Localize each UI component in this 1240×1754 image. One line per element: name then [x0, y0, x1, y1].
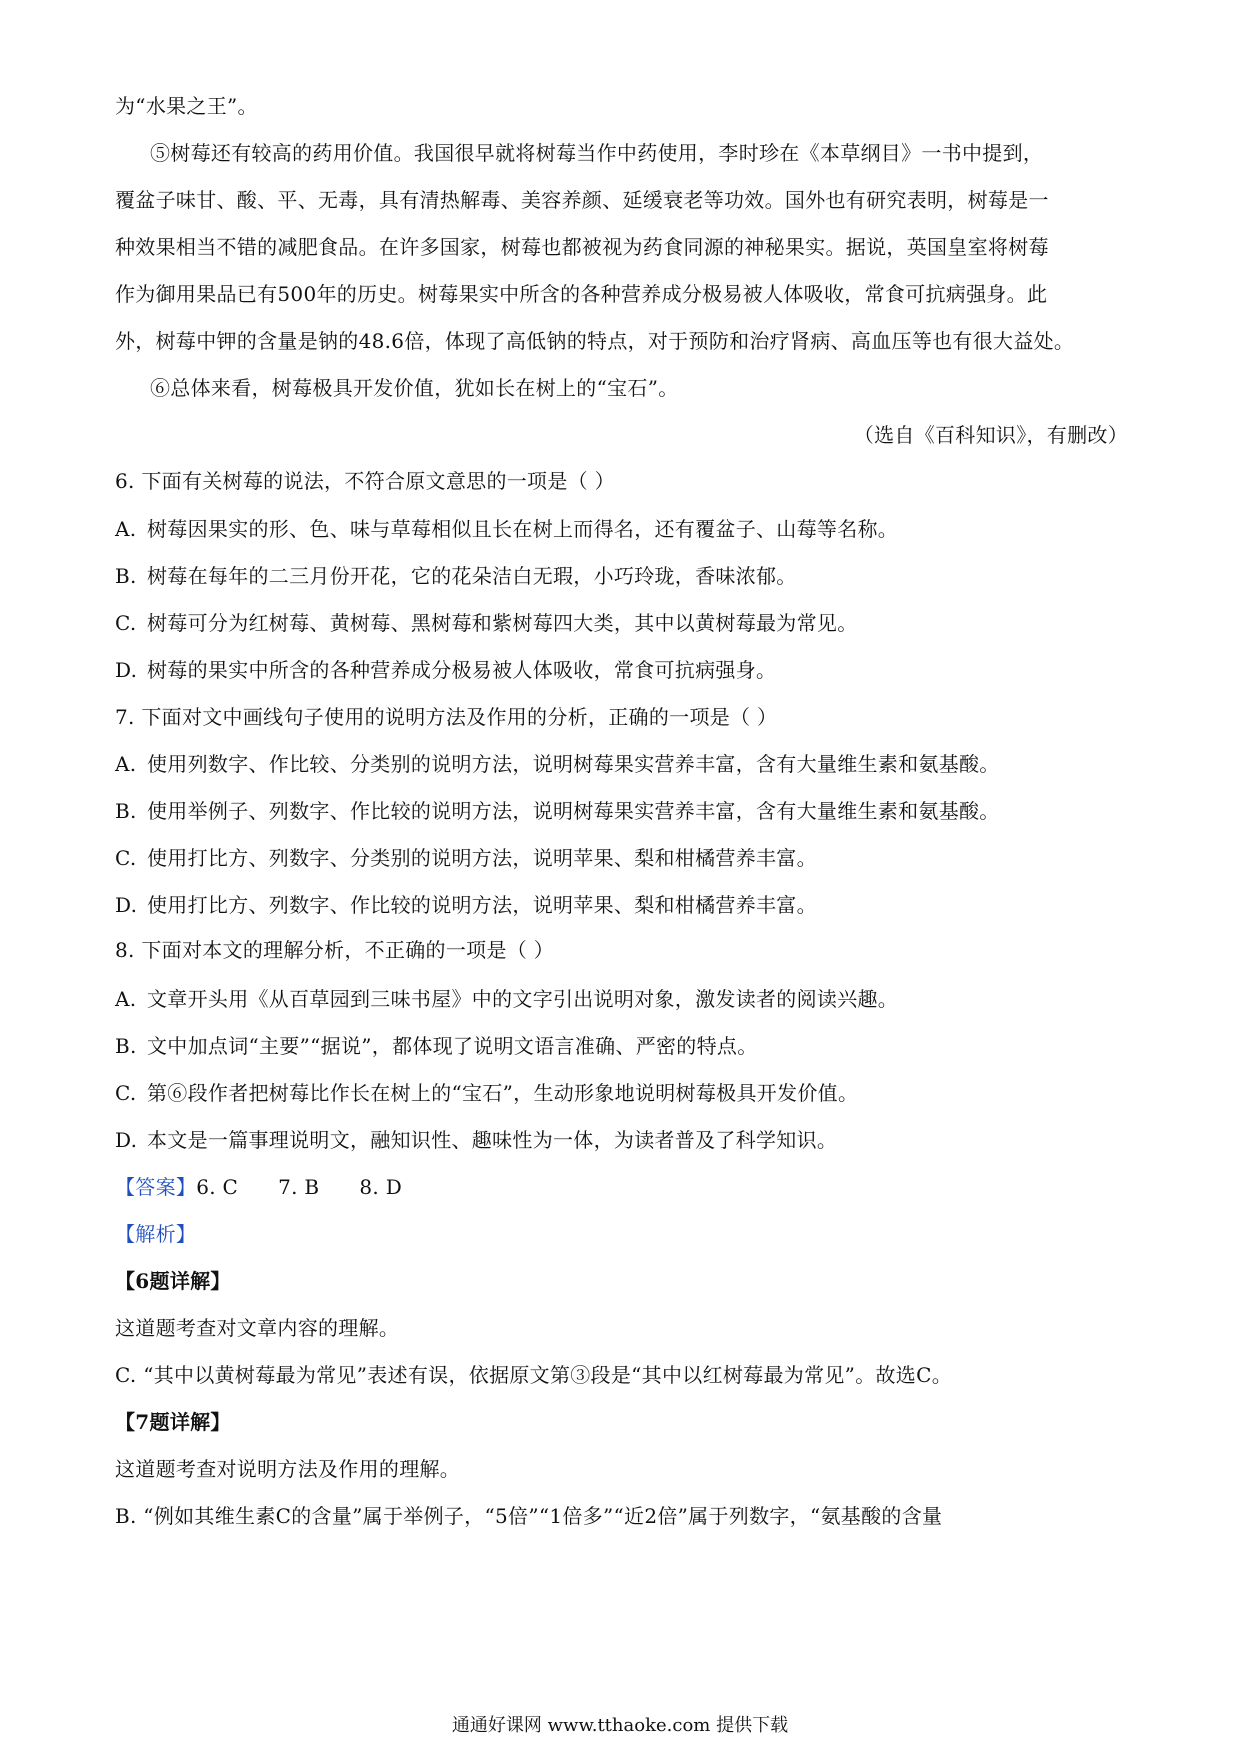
- option-text: 使用列数字、作比较、分类别的说明方法，说明树莓果实营养丰富，含有大量维生素和氨基酸。: [147, 752, 1000, 776]
- footer-watermark-text: 通通好课网 www.tthaoke.com 提供下载: [451, 1715, 789, 1736]
- option-label: A.: [115, 752, 137, 776]
- option-text: 树莓可分为红树莓、黄树莓、黑树莓和紫树莓四大类，其中以黄树莓最为常见。: [147, 611, 858, 635]
- option-text: 使用打比方、列数字、作比较的说明方法，说明苹果、梨和柑橘营养丰富。: [147, 893, 817, 917]
- passage-line: 种效果相当不错的减肥食品。在许多国家，树莓也都被视为药食同源的神秘果实。据说，英国皇室将树莓: [115, 235, 1049, 259]
- q7-detail-title: 【7题详解】: [115, 1410, 231, 1434]
- question-7-option-a: [115, 750, 1125, 778]
- question-8-stem: 8. 下面对本文的理解分析，不正确的一项是（ ）: [115, 938, 554, 962]
- passage-line: 为“水果之王”。: [115, 94, 258, 118]
- question-7-option-c: [115, 844, 1125, 872]
- q7-detail: B. “例如其维生素C的含量”属于举例子，“5倍”“1倍多”“近2倍”属于列数字，“氨基酸的含量: [115, 1504, 943, 1528]
- question-8-option-b: [115, 1032, 1125, 1060]
- option-label: A.: [115, 987, 137, 1011]
- answer-text: 6. C 7. B 8. D: [196, 1175, 403, 1199]
- analysis-tag: 【解析】: [115, 1222, 197, 1246]
- option-text: 本文是一篇事理说明文，融知识性、趣味性为一体，为读者普及了科学知识。: [147, 1128, 838, 1152]
- q7-intro: 这道题考查对说明方法及作用的理解。: [115, 1457, 461, 1481]
- option-label: D.: [115, 658, 138, 682]
- passage-paragraph-6-line: ⑥总体来看，树莓极具开发价值，犹如长在树上的“宝石”。: [150, 376, 679, 400]
- option-text: 文中加点词“主要”“据说”，都体现了说明文语言准确、严密的特点。: [147, 1034, 758, 1058]
- option-text: 树莓因果实的形、色、味与草莓相似且长在树上而得名，还有覆盆子、山莓等名称。: [147, 517, 899, 541]
- question-7-option-b: [115, 797, 1125, 825]
- q6-detail-title: 【6题详解】: [115, 1269, 231, 1293]
- option-label: B.: [115, 799, 137, 823]
- option-label: A.: [115, 517, 137, 541]
- question-8-option-d: [115, 1126, 1125, 1154]
- question-6-option-b: [115, 562, 1125, 590]
- passage-source: （选自《百科知识》，有删改）: [853, 423, 1128, 447]
- option-label: D.: [115, 893, 138, 917]
- question-6-option-c: [115, 609, 1125, 637]
- option-text: 树莓的果实中所含的各种营养成分极易被人体吸收，常食可抗病强身。: [147, 658, 777, 682]
- option-label: B.: [115, 564, 137, 588]
- q6-detail: C. “其中以黄树莓最为常见”表述有误，依据原文第③段是“其中以红树莓最为常见”。故选C。: [115, 1363, 953, 1387]
- option-text: 文章开头用《从百草园到三味书屋》中的文字引出说明对象，激发读者的阅读兴趣。: [147, 987, 899, 1011]
- question-6-stem: 6. 下面有关树莓的说法，不符合原文意思的一项是（ ）: [115, 469, 615, 493]
- question-6-option-d: [115, 656, 1125, 684]
- passage-line: 外，树莓中钾的含量是钠的48.6倍，体现了高低钠的特点，对于预防和治疗肾病、高血压等也有很大益处。: [115, 329, 1075, 353]
- option-label: D.: [115, 1128, 138, 1152]
- option-label: C.: [115, 1081, 137, 1105]
- option-label: C.: [115, 611, 137, 635]
- passage-paragraph-5-line: ⑤树莓还有较高的药用价值。我国很早就将树莓当作中药使用，李时珍在《本草纲目》一书中提到，: [150, 141, 1044, 165]
- answer-line: [115, 1173, 1125, 1201]
- question-7-stem: 7. 下面对文中画线句子使用的说明方法及作用的分析，正确的一项是（ ）: [115, 705, 778, 729]
- option-text: 使用打比方、列数字、分类别的说明方法，说明苹果、梨和柑橘营养丰富。: [147, 846, 817, 870]
- question-8-option-c: [115, 1079, 1125, 1107]
- option-label: C.: [115, 846, 137, 870]
- answer-tag: 【答案】: [115, 1175, 197, 1199]
- option-text: 第⑥段作者把树莓比作长在树上的“宝石”，生动形象地说明树莓极具开发价值。: [147, 1081, 859, 1105]
- option-text: 树莓在每年的二三月份开花，它的花朵洁白无瑕，小巧玲珑，香味浓郁。: [147, 564, 797, 588]
- question-8-option-a: [115, 985, 1125, 1013]
- question-6-option-a: [115, 515, 1125, 543]
- passage-line: 作为御用果品已有500年的历史。树莓果实中所含的各种营养成分极易被人体吸收，常食可抗病强身。此: [115, 282, 1048, 306]
- question-7-option-d: [115, 891, 1125, 919]
- q6-intro: 这道题考查对文章内容的理解。: [115, 1316, 400, 1340]
- passage-line: 覆盆子味甘、酸、平、无毒，具有清热解毒、美容养颜、延缓衰老等功效。国外也有研究表明，树莓是一: [115, 188, 1049, 212]
- option-text: 使用举例子、列数字、作比较的说明方法，说明树莓果实营养丰富，含有大量维生素和氨基酸。: [147, 799, 1000, 823]
- option-label: B.: [115, 1034, 137, 1058]
